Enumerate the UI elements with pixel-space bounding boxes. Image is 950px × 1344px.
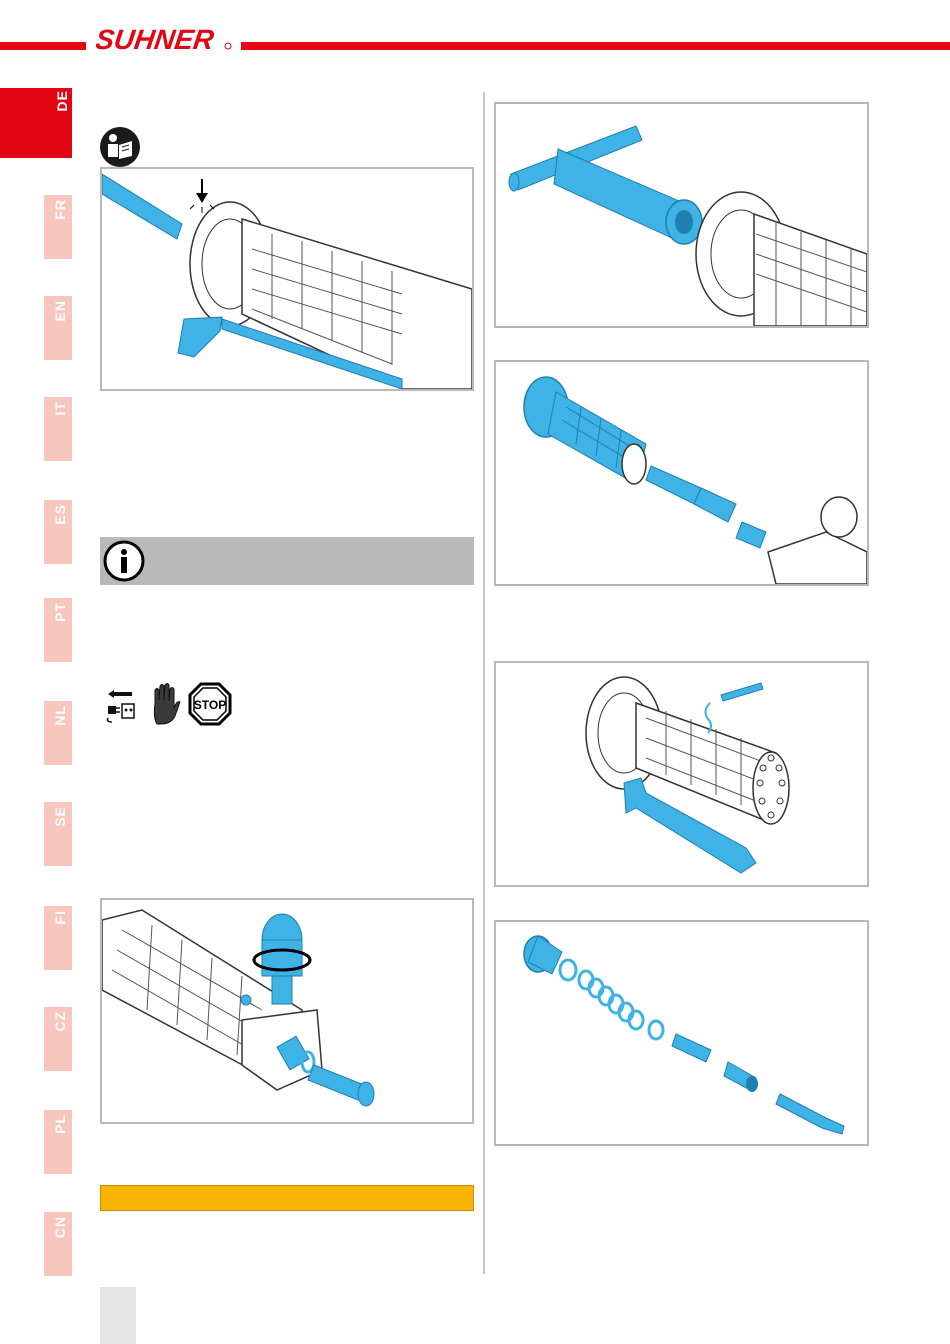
- language-tab-it[interactable]: [44, 397, 72, 461]
- language-tab-fr[interactable]: [44, 195, 72, 259]
- warning-bar: [100, 1185, 474, 1211]
- info-icon: [102, 539, 146, 583]
- language-tab-label: PT: [52, 602, 68, 622]
- language-tab-label: DE: [54, 90, 70, 112]
- figure-lever-pin: [494, 661, 869, 887]
- suhner-logo: [96, 22, 236, 56]
- stop-sign-icon: [188, 682, 232, 726]
- page-number-box: [100, 1287, 136, 1344]
- info-box: [100, 537, 474, 585]
- language-tab-label: FR: [52, 199, 68, 220]
- figure-exploded-grip: [494, 360, 869, 586]
- gloves-icon: [147, 682, 183, 726]
- figure-valve: [100, 898, 474, 1124]
- read-manual-icon: [99, 126, 141, 168]
- svg-text:STOP: STOP: [193, 698, 227, 712]
- language-tab-label: PL: [52, 1114, 68, 1134]
- figure-spring-assembly: [494, 920, 869, 1146]
- language-tab-label: EN: [52, 300, 68, 322]
- language-tab-label: SE: [52, 806, 68, 827]
- language-tab-nl[interactable]: [44, 701, 72, 765]
- column-divider: [483, 92, 485, 1274]
- language-tab-label: IT: [52, 401, 68, 416]
- language-tab-cn[interactable]: [44, 1212, 72, 1276]
- language-tab-fi[interactable]: [44, 906, 72, 970]
- figure-handle-lock: [100, 167, 474, 391]
- language-tab-label: CZ: [52, 1011, 68, 1032]
- language-tab-pt[interactable]: [44, 598, 72, 662]
- figure-t-wrench: [494, 102, 869, 328]
- language-tab-cz[interactable]: [44, 1007, 72, 1071]
- language-tab-se[interactable]: [44, 802, 72, 866]
- language-tab-es[interactable]: [44, 500, 72, 564]
- svg-text:SUHNER: SUHNER: [96, 24, 216, 55]
- language-tab-label: FI: [52, 910, 68, 925]
- language-tab-pl[interactable]: [44, 1110, 72, 1174]
- language-tab-label: ES: [52, 504, 68, 525]
- unplug-power-icon: [104, 686, 140, 724]
- language-tab-label: CN: [52, 1216, 68, 1239]
- language-tab-label: NL: [52, 705, 68, 726]
- language-tab-en[interactable]: [44, 296, 72, 360]
- language-tab-de[interactable]: [0, 88, 72, 158]
- header-bar-left: [0, 42, 86, 50]
- header-bar-right: [241, 42, 950, 50]
